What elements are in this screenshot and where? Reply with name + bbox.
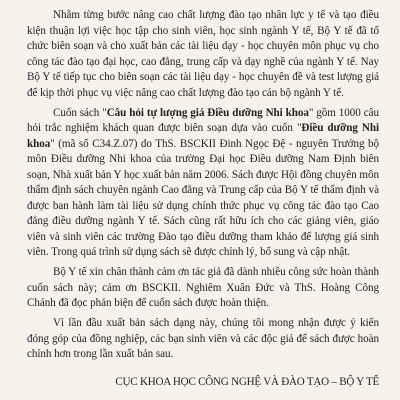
book-between-text: " gồm 1000 câu hỏi trắc nghiệm khách quan được biên soạn dựa vào cuốn " (27, 106, 379, 134)
book-intro-text: Cuốn sách " (53, 106, 107, 119)
book-title: Câu hỏi tự lượng giá Điều dưỡng Nhi khoa (106, 106, 309, 119)
paragraph-acknowledgement: Bộ Y tế xin chân thành cảm ơn tác giả đã dành nhiều công sức hoàn thành cuốn sách này; cảm ơn BSCKII. Nghiêm Xuân Đức và ThS. Hoàng Công Chánh đã đọc phản biện để cuốn sách được hoàn thiện. (27, 266, 379, 309)
paragraph-book-description (27, 106, 379, 261)
source-book-title: Điều dưỡng Nhi khoa (27, 122, 379, 150)
paragraph-purpose: Nhằm từng bước nâng cao chất lượng đào tạo nhân lực y tế và tạo điều kiện thuận lợi việc học tập cho sinh viên, học sinh ngành Y tế, Bộ Y tế đã tổ chức biên soạn và cho xuất bản các tài liệu dạy - học chuyên môn phục vụ cho công tác đào tạo đại học, cao đẳng, trung cấp và dạy nghề của ngành Y tế. Nay Bộ Y tế tiếp tục cho biên soạn các tài liệu dạy - học chuyên đề và test lượng giá để kịp thời phục vụ việc nâng cao chất lượng đào tạo cán bộ ngành Y tế. (27, 9, 379, 99)
book-details-text: " (mã số C34.Z.07) do ThS. BSCKII Đinh Ngọc Đệ - nguyên Trưởng bộ môn Điều dưỡng Nhi khoa của trường Đại học Điều dưỡng Nam Định biên soạn, Nhà xuất bản Y học xuất bản năm 2006. Sách được Hội đồng chuyên môn thẩm định sách chuyên ngành Cao đẳng và Trung cấp của Bộ Y tế thẩm định và được ban hành làm tài liệu sử dụng chính thức phục vụ công tác đào tạo Cao đẳng điều dưỡng ngành Y tế. Sách cũng rất hữu ích cho các giảng viên, giáo viên và sinh viên các trường Đào tạo điều dưỡng tham khảo để lượng giá sinh viên. Trong quá trình sử dụng sách sẽ được chỉnh lý, bổ sung và cập nhật. (27, 137, 379, 258)
paragraph-feedback-request: Vì lần đầu xuất bản sách dạng này, chúng tôi mong nhận được ý kiến đóng góp của đồng nghiệp, các bạn sinh viên và các độc giả để sách được hoàn chỉnh hơn trong lần xuất bản sau. (27, 317, 379, 360)
signature-line: CỤC KHOA HỌC CÔNG NGHỆ VÀ ĐÀO TẠO – BỘ Y TẾ (115, 376, 379, 388)
